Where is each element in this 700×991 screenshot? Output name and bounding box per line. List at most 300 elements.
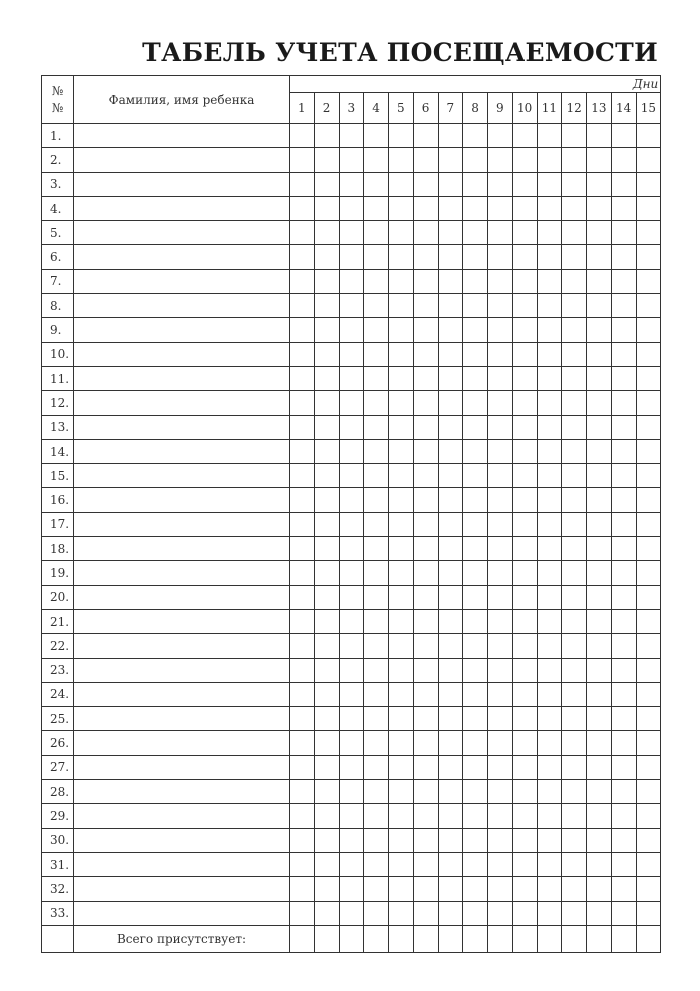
attendance-cell[interactable] [587, 488, 612, 512]
attendance-cell[interactable] [438, 609, 463, 633]
attendance-cell[interactable] [364, 537, 389, 561]
attendance-cell[interactable] [290, 366, 315, 390]
attendance-cell[interactable] [314, 901, 339, 925]
attendance-cell[interactable] [389, 609, 414, 633]
attendance-cell[interactable] [611, 415, 636, 439]
attendance-cell[interactable] [364, 196, 389, 220]
attendance-cell[interactable] [413, 877, 438, 901]
attendance-cell[interactable] [413, 172, 438, 196]
attendance-cell[interactable] [512, 245, 537, 269]
attendance-cell[interactable] [463, 148, 488, 172]
attendance-cell[interactable] [389, 828, 414, 852]
attendance-cell[interactable] [512, 561, 537, 585]
attendance-cell[interactable] [413, 658, 438, 682]
attendance-cell[interactable] [611, 755, 636, 779]
attendance-cell[interactable] [364, 682, 389, 706]
attendance-cell[interactable] [537, 537, 562, 561]
attendance-cell[interactable] [611, 342, 636, 366]
attendance-cell[interactable] [611, 124, 636, 148]
attendance-cell[interactable] [314, 512, 339, 536]
attendance-cell[interactable] [290, 391, 315, 415]
attendance-cell[interactable] [488, 294, 513, 318]
attendance-cell[interactable] [636, 415, 661, 439]
attendance-cell[interactable] [463, 172, 488, 196]
attendance-cell[interactable] [636, 537, 661, 561]
attendance-cell[interactable] [389, 172, 414, 196]
attendance-cell[interactable] [438, 488, 463, 512]
attendance-cell[interactable] [636, 828, 661, 852]
attendance-cell[interactable] [587, 561, 612, 585]
attendance-cell[interactable] [587, 148, 612, 172]
attendance-cell[interactable] [587, 391, 612, 415]
attendance-cell[interactable] [438, 221, 463, 245]
attendance-cell[interactable] [413, 366, 438, 390]
attendance-cell[interactable] [290, 318, 315, 342]
attendance-cell[interactable] [339, 342, 364, 366]
attendance-cell[interactable] [339, 245, 364, 269]
attendance-cell[interactable] [562, 294, 587, 318]
attendance-cell[interactable] [290, 269, 315, 293]
attendance-cell[interactable] [463, 537, 488, 561]
attendance-cell[interactable] [537, 488, 562, 512]
attendance-cell[interactable] [562, 609, 587, 633]
attendance-cell[interactable] [438, 269, 463, 293]
attendance-cell[interactable] [562, 585, 587, 609]
attendance-cell[interactable] [562, 755, 587, 779]
attendance-cell[interactable] [314, 804, 339, 828]
total-day-cell[interactable] [389, 925, 414, 952]
attendance-cell[interactable] [389, 585, 414, 609]
attendance-cell[interactable] [488, 682, 513, 706]
attendance-cell[interactable] [438, 682, 463, 706]
attendance-cell[interactable] [512, 828, 537, 852]
attendance-cell[interactable] [364, 488, 389, 512]
attendance-cell[interactable] [389, 245, 414, 269]
attendance-cell[interactable] [314, 391, 339, 415]
attendance-cell[interactable] [290, 780, 315, 804]
attendance-cell[interactable] [611, 221, 636, 245]
attendance-cell[interactable] [339, 221, 364, 245]
attendance-cell[interactable] [537, 658, 562, 682]
attendance-cell[interactable] [290, 464, 315, 488]
attendance-cell[interactable] [537, 828, 562, 852]
attendance-cell[interactable] [562, 682, 587, 706]
child-name-cell[interactable] [74, 755, 290, 779]
attendance-cell[interactable] [438, 901, 463, 925]
attendance-cell[interactable] [413, 415, 438, 439]
attendance-cell[interactable] [488, 415, 513, 439]
attendance-cell[interactable] [463, 366, 488, 390]
attendance-cell[interactable] [438, 537, 463, 561]
attendance-cell[interactable] [290, 609, 315, 633]
attendance-cell[interactable] [339, 124, 364, 148]
attendance-cell[interactable] [611, 294, 636, 318]
attendance-cell[interactable] [562, 804, 587, 828]
attendance-cell[interactable] [364, 634, 389, 658]
attendance-cell[interactable] [636, 804, 661, 828]
attendance-cell[interactable] [339, 269, 364, 293]
attendance-cell[interactable] [488, 901, 513, 925]
attendance-cell[interactable] [314, 148, 339, 172]
attendance-cell[interactable] [364, 731, 389, 755]
attendance-cell[interactable] [389, 269, 414, 293]
attendance-cell[interactable] [290, 488, 315, 512]
attendance-cell[interactable] [364, 391, 389, 415]
attendance-cell[interactable] [587, 755, 612, 779]
attendance-cell[interactable] [537, 196, 562, 220]
attendance-cell[interactable] [339, 537, 364, 561]
attendance-cell[interactable] [636, 488, 661, 512]
attendance-cell[interactable] [611, 439, 636, 463]
attendance-cell[interactable] [587, 658, 612, 682]
attendance-cell[interactable] [537, 294, 562, 318]
attendance-cell[interactable] [389, 561, 414, 585]
attendance-cell[interactable] [438, 585, 463, 609]
attendance-cell[interactable] [389, 512, 414, 536]
attendance-cell[interactable] [314, 585, 339, 609]
attendance-cell[interactable] [512, 780, 537, 804]
attendance-cell[interactable] [587, 585, 612, 609]
child-name-cell[interactable] [74, 196, 290, 220]
attendance-cell[interactable] [290, 561, 315, 585]
attendance-cell[interactable] [611, 464, 636, 488]
attendance-cell[interactable] [611, 561, 636, 585]
child-name-cell[interactable] [74, 537, 290, 561]
attendance-cell[interactable] [339, 585, 364, 609]
attendance-cell[interactable] [587, 512, 612, 536]
attendance-cell[interactable] [611, 901, 636, 925]
attendance-cell[interactable] [438, 439, 463, 463]
attendance-cell[interactable] [587, 731, 612, 755]
attendance-cell[interactable] [587, 366, 612, 390]
attendance-cell[interactable] [636, 439, 661, 463]
attendance-cell[interactable] [339, 901, 364, 925]
attendance-cell[interactable] [562, 537, 587, 561]
attendance-cell[interactable] [389, 852, 414, 876]
attendance-cell[interactable] [339, 196, 364, 220]
attendance-cell[interactable] [587, 269, 612, 293]
attendance-cell[interactable] [364, 609, 389, 633]
attendance-cell[interactable] [636, 366, 661, 390]
child-name-cell[interactable] [74, 828, 290, 852]
attendance-cell[interactable] [413, 488, 438, 512]
attendance-cell[interactable] [587, 172, 612, 196]
attendance-cell[interactable] [314, 852, 339, 876]
attendance-cell[interactable] [587, 780, 612, 804]
attendance-cell[interactable] [562, 391, 587, 415]
attendance-cell[interactable] [389, 877, 414, 901]
attendance-cell[interactable] [389, 488, 414, 512]
attendance-cell[interactable] [413, 439, 438, 463]
attendance-cell[interactable] [438, 464, 463, 488]
attendance-cell[interactable] [438, 196, 463, 220]
attendance-cell[interactable] [290, 901, 315, 925]
attendance-cell[interactable] [314, 682, 339, 706]
attendance-cell[interactable] [413, 537, 438, 561]
attendance-cell[interactable] [587, 609, 612, 633]
total-day-cell[interactable] [438, 925, 463, 952]
attendance-cell[interactable] [587, 318, 612, 342]
child-name-cell[interactable] [74, 585, 290, 609]
attendance-cell[interactable] [587, 415, 612, 439]
attendance-cell[interactable] [389, 318, 414, 342]
attendance-cell[interactable] [537, 852, 562, 876]
attendance-cell[interactable] [339, 755, 364, 779]
attendance-cell[interactable] [413, 609, 438, 633]
attendance-cell[interactable] [562, 852, 587, 876]
attendance-cell[interactable] [290, 852, 315, 876]
attendance-cell[interactable] [636, 634, 661, 658]
attendance-cell[interactable] [339, 294, 364, 318]
attendance-cell[interactable] [339, 561, 364, 585]
attendance-cell[interactable] [537, 245, 562, 269]
attendance-cell[interactable] [290, 537, 315, 561]
attendance-cell[interactable] [537, 148, 562, 172]
attendance-cell[interactable] [488, 804, 513, 828]
attendance-cell[interactable] [290, 221, 315, 245]
attendance-cell[interactable] [611, 269, 636, 293]
attendance-cell[interactable] [562, 172, 587, 196]
attendance-cell[interactable] [290, 731, 315, 755]
attendance-cell[interactable] [364, 124, 389, 148]
attendance-cell[interactable] [314, 221, 339, 245]
attendance-cell[interactable] [463, 585, 488, 609]
attendance-cell[interactable] [562, 148, 587, 172]
attendance-cell[interactable] [438, 780, 463, 804]
attendance-cell[interactable] [512, 391, 537, 415]
attendance-cell[interactable] [314, 124, 339, 148]
attendance-cell[interactable] [463, 707, 488, 731]
attendance-cell[interactable] [463, 196, 488, 220]
attendance-cell[interactable] [364, 294, 389, 318]
attendance-cell[interactable] [537, 391, 562, 415]
attendance-cell[interactable] [512, 318, 537, 342]
attendance-cell[interactable] [562, 464, 587, 488]
attendance-cell[interactable] [562, 124, 587, 148]
attendance-cell[interactable] [290, 682, 315, 706]
attendance-cell[interactable] [389, 755, 414, 779]
attendance-cell[interactable] [636, 852, 661, 876]
attendance-cell[interactable] [611, 804, 636, 828]
attendance-cell[interactable] [339, 609, 364, 633]
attendance-cell[interactable] [413, 124, 438, 148]
attendance-cell[interactable] [290, 877, 315, 901]
attendance-cell[interactable] [537, 415, 562, 439]
attendance-cell[interactable] [488, 269, 513, 293]
attendance-cell[interactable] [438, 561, 463, 585]
attendance-cell[interactable] [587, 245, 612, 269]
attendance-cell[interactable] [463, 561, 488, 585]
attendance-cell[interactable] [290, 828, 315, 852]
attendance-cell[interactable] [512, 148, 537, 172]
attendance-cell[interactable] [488, 124, 513, 148]
attendance-cell[interactable] [389, 366, 414, 390]
attendance-cell[interactable] [512, 294, 537, 318]
attendance-cell[interactable] [488, 512, 513, 536]
attendance-cell[interactable] [611, 852, 636, 876]
attendance-cell[interactable] [611, 488, 636, 512]
attendance-cell[interactable] [488, 877, 513, 901]
attendance-cell[interactable] [537, 901, 562, 925]
attendance-cell[interactable] [562, 269, 587, 293]
attendance-cell[interactable] [537, 221, 562, 245]
attendance-cell[interactable] [413, 269, 438, 293]
attendance-cell[interactable] [339, 172, 364, 196]
attendance-cell[interactable] [512, 172, 537, 196]
attendance-cell[interactable] [636, 172, 661, 196]
attendance-cell[interactable] [488, 439, 513, 463]
attendance-cell[interactable] [339, 415, 364, 439]
attendance-cell[interactable] [587, 439, 612, 463]
attendance-cell[interactable] [339, 658, 364, 682]
attendance-cell[interactable] [587, 537, 612, 561]
attendance-cell[interactable] [611, 196, 636, 220]
attendance-cell[interactable] [636, 294, 661, 318]
attendance-cell[interactable] [364, 804, 389, 828]
attendance-cell[interactable] [389, 901, 414, 925]
attendance-cell[interactable] [463, 464, 488, 488]
child-name-cell[interactable] [74, 707, 290, 731]
attendance-cell[interactable] [636, 585, 661, 609]
attendance-cell[interactable] [463, 634, 488, 658]
attendance-cell[interactable] [587, 124, 612, 148]
attendance-cell[interactable] [611, 828, 636, 852]
attendance-cell[interactable] [463, 852, 488, 876]
attendance-cell[interactable] [438, 804, 463, 828]
attendance-cell[interactable] [512, 731, 537, 755]
attendance-cell[interactable] [587, 342, 612, 366]
attendance-cell[interactable] [611, 658, 636, 682]
attendance-cell[interactable] [562, 731, 587, 755]
attendance-cell[interactable] [512, 609, 537, 633]
attendance-cell[interactable] [339, 391, 364, 415]
total-day-cell[interactable] [512, 925, 537, 952]
attendance-cell[interactable] [339, 707, 364, 731]
attendance-cell[interactable] [290, 196, 315, 220]
attendance-cell[interactable] [512, 852, 537, 876]
attendance-cell[interactable] [339, 852, 364, 876]
attendance-cell[interactable] [463, 804, 488, 828]
attendance-cell[interactable] [562, 439, 587, 463]
attendance-cell[interactable] [364, 561, 389, 585]
attendance-cell[interactable] [364, 148, 389, 172]
attendance-cell[interactable] [512, 755, 537, 779]
attendance-cell[interactable] [389, 221, 414, 245]
attendance-cell[interactable] [364, 221, 389, 245]
attendance-cell[interactable] [463, 342, 488, 366]
attendance-cell[interactable] [537, 877, 562, 901]
attendance-cell[interactable] [438, 342, 463, 366]
attendance-cell[interactable] [488, 366, 513, 390]
attendance-cell[interactable] [488, 634, 513, 658]
attendance-cell[interactable] [537, 512, 562, 536]
attendance-cell[interactable] [339, 682, 364, 706]
attendance-cell[interactable] [636, 561, 661, 585]
attendance-cell[interactable] [512, 804, 537, 828]
attendance-cell[interactable] [512, 342, 537, 366]
attendance-cell[interactable] [438, 391, 463, 415]
attendance-cell[interactable] [314, 342, 339, 366]
attendance-cell[interactable] [488, 196, 513, 220]
attendance-cell[interactable] [512, 464, 537, 488]
child-name-cell[interactable] [74, 901, 290, 925]
child-name-cell[interactable] [74, 852, 290, 876]
child-name-cell[interactable] [74, 512, 290, 536]
attendance-cell[interactable] [512, 901, 537, 925]
attendance-cell[interactable] [587, 196, 612, 220]
child-name-cell[interactable] [74, 124, 290, 148]
attendance-cell[interactable] [611, 707, 636, 731]
attendance-cell[interactable] [512, 415, 537, 439]
attendance-cell[interactable] [488, 464, 513, 488]
child-name-cell[interactable] [74, 415, 290, 439]
attendance-cell[interactable] [364, 342, 389, 366]
child-name-cell[interactable] [74, 269, 290, 293]
attendance-cell[interactable] [488, 707, 513, 731]
attendance-cell[interactable] [562, 780, 587, 804]
attendance-cell[interactable] [314, 731, 339, 755]
attendance-cell[interactable] [587, 221, 612, 245]
attendance-cell[interactable] [636, 196, 661, 220]
total-day-cell[interactable] [339, 925, 364, 952]
attendance-cell[interactable] [488, 780, 513, 804]
total-day-cell[interactable] [488, 925, 513, 952]
attendance-cell[interactable] [389, 439, 414, 463]
attendance-cell[interactable] [339, 731, 364, 755]
attendance-cell[interactable] [488, 148, 513, 172]
attendance-cell[interactable] [512, 877, 537, 901]
attendance-cell[interactable] [587, 464, 612, 488]
attendance-cell[interactable] [611, 634, 636, 658]
attendance-cell[interactable] [537, 634, 562, 658]
attendance-cell[interactable] [364, 585, 389, 609]
attendance-cell[interactable] [537, 707, 562, 731]
attendance-cell[interactable] [512, 707, 537, 731]
attendance-cell[interactable] [314, 828, 339, 852]
attendance-cell[interactable] [438, 366, 463, 390]
attendance-cell[interactable] [413, 245, 438, 269]
attendance-cell[interactable] [290, 439, 315, 463]
attendance-cell[interactable] [488, 172, 513, 196]
attendance-cell[interactable] [413, 852, 438, 876]
attendance-cell[interactable] [364, 415, 389, 439]
attendance-cell[interactable] [364, 658, 389, 682]
total-day-cell[interactable] [463, 925, 488, 952]
attendance-cell[interactable] [364, 707, 389, 731]
attendance-cell[interactable] [537, 172, 562, 196]
attendance-cell[interactable] [438, 755, 463, 779]
attendance-cell[interactable] [636, 609, 661, 633]
attendance-cell[interactable] [562, 658, 587, 682]
attendance-cell[interactable] [389, 780, 414, 804]
attendance-cell[interactable] [562, 877, 587, 901]
attendance-cell[interactable] [364, 780, 389, 804]
attendance-cell[interactable] [389, 682, 414, 706]
attendance-cell[interactable] [488, 318, 513, 342]
attendance-cell[interactable] [290, 634, 315, 658]
attendance-cell[interactable] [463, 755, 488, 779]
attendance-cell[interactable] [512, 269, 537, 293]
attendance-cell[interactable] [413, 318, 438, 342]
attendance-cell[interactable] [636, 221, 661, 245]
attendance-cell[interactable] [611, 609, 636, 633]
attendance-cell[interactable] [364, 877, 389, 901]
attendance-cell[interactable] [463, 658, 488, 682]
attendance-cell[interactable] [290, 755, 315, 779]
attendance-cell[interactable] [364, 172, 389, 196]
attendance-cell[interactable] [389, 294, 414, 318]
attendance-cell[interactable] [438, 148, 463, 172]
